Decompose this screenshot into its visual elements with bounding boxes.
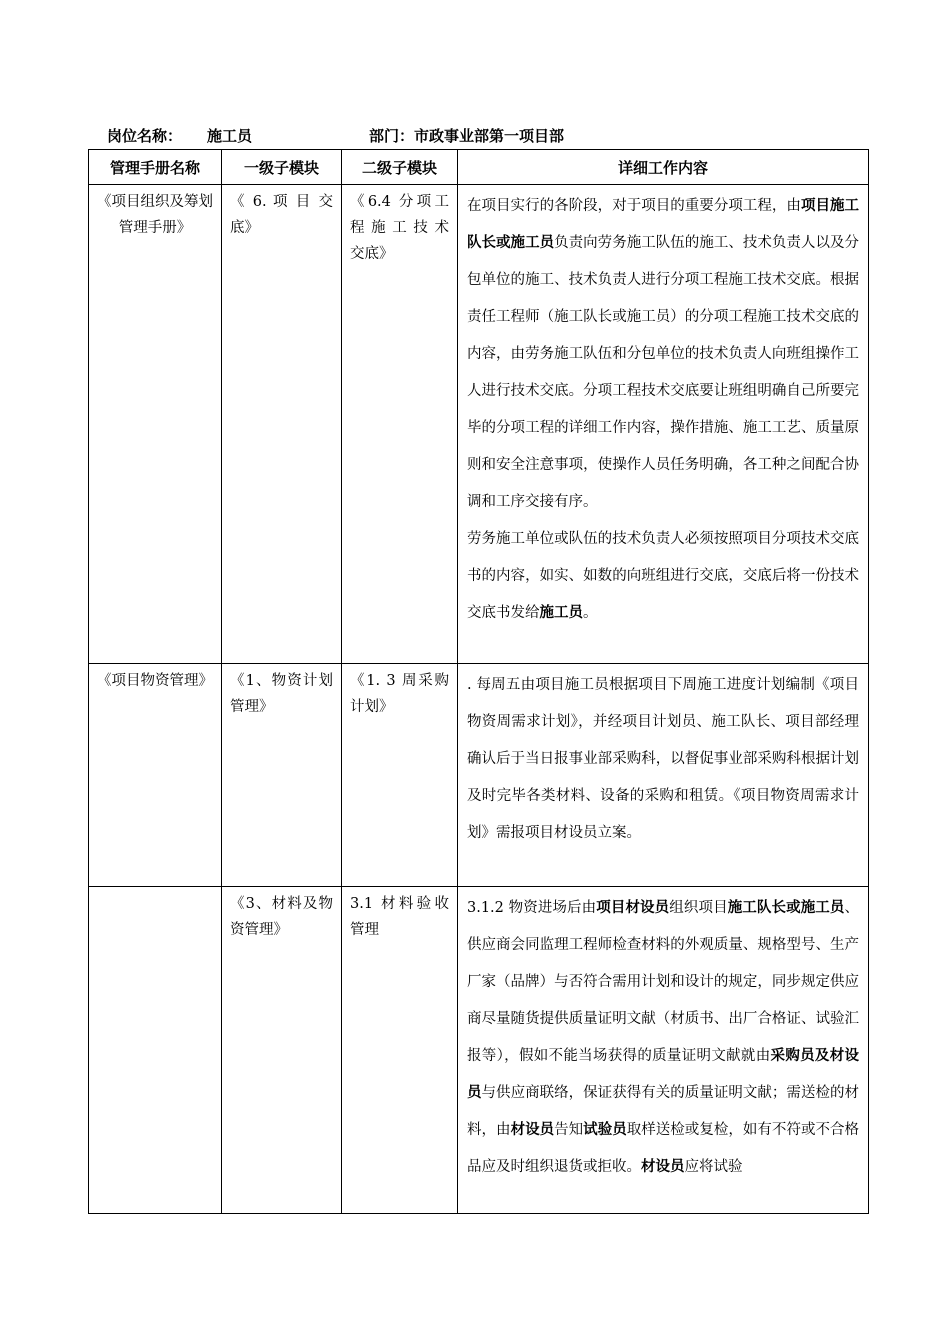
content-emphasis: 施工队长或施工员	[727, 900, 845, 916]
department-label: 部门：市政事业部第一项目部	[369, 127, 565, 145]
cell-manual	[89, 887, 222, 1214]
cell-level1: 《1、物资计划管理》	[222, 664, 342, 887]
cell-content	[458, 185, 869, 664]
column-header-content: 详细工作内容	[458, 150, 869, 185]
content-emphasis: 试验员	[583, 1122, 627, 1138]
content-text: 取样送检或复检，如有不符或不合格品应及时组织退货或拒收。	[467, 1122, 860, 1175]
page-header	[107, 125, 564, 146]
cell-level1: 《3、材料及物资管理》	[222, 887, 342, 1214]
content-text: 应将试验	[684, 1159, 743, 1175]
cell-manual: 《项目物资管理》	[89, 664, 222, 887]
cell-level1: 《 6. 项 目 交底》	[222, 185, 342, 664]
job-duty-table	[88, 149, 869, 1214]
content-emphasis: 材设员	[641, 1159, 685, 1175]
column-header-level2: 二级子模块	[342, 150, 458, 185]
content-text: 劳务施工单位或队伍的技术负责人必须按照项目分项技术交底书的内容，如实、如数的向班组进行交底，交底后将一份技术交底书发给	[467, 531, 859, 621]
content-emphasis: 项目材设员	[596, 900, 670, 916]
content-text: 告知	[554, 1122, 584, 1138]
cell-level2: 《6.4 分项工程 施 工 技 术交底》	[342, 185, 458, 664]
content-text: 负责向劳务施工队伍的施工、技术负责人以及分包单位的施工、技术负责人进行分项工程施工技术交底。根据责任工程师（施工队长或施工员）的分项工程施工技术交底的内容，由劳务施工队伍和分包单位的技术负责人向班组操作工人进行技术交底。分项工程技术交底要让班组明确自己所要完毕的分项工程的详细工作内容，操作措施、施工工艺、质量原则和安全注意事项，使操作人员任务明确，各工种之间配合协调和工序交接有序。	[467, 235, 860, 510]
content-paragraph	[467, 188, 859, 521]
content-emphasis: 采购员及材设员	[467, 1048, 860, 1101]
content-text: 。	[583, 605, 598, 621]
table-row	[89, 664, 869, 887]
cell-level2: 《1. 3 周采购计划》	[342, 664, 458, 887]
content-emphasis: 施工员	[539, 605, 583, 621]
content-text: 3.1.2 物资进场后由	[467, 900, 597, 916]
cell-content	[458, 887, 869, 1214]
content-emphasis: 材设员	[510, 1122, 555, 1138]
content-text: 组织项目	[669, 900, 728, 916]
content-text: 与供应商联络，保证获得有关的质量证明文献；需送检的材料，由	[467, 1085, 860, 1138]
table-header-row	[89, 150, 869, 185]
cell-content: . 每周五由项目施工员根据项目下周施工进度计划编制《项目物资周需求计划》，并经项目计划员、施工队长、项目部经理确认后于当日报事业部采购科，以督促事业部采购科根据计划及时完毕各类材料、设备的采购和租赁。《项目物资周需求计划》需报项目材设员立案。	[458, 664, 869, 887]
table-row	[89, 887, 869, 1214]
position-label: 岗位名称：	[107, 127, 183, 145]
content-text: 在项目实行的各阶段，对于项目的重要分项工程，由	[467, 198, 801, 214]
table-row	[89, 185, 869, 664]
content-paragraph	[467, 521, 859, 632]
content-text: 、供应商会同监理工程师检查材料的外观质量、规格型号、生产厂家（品牌）与否符合需用计划和设计的规定，同步规定供应商尽量随货提供质量证明文献（材质书、出厂合格证、试验汇报等），假如不能当场获得的质量证明文献就由	[467, 900, 860, 1064]
cell-level2: 3.1 材料验收管理	[342, 887, 458, 1214]
position-value: 施工员	[207, 127, 253, 145]
cell-manual: 《项目组织及筹划管理手册》	[89, 185, 222, 664]
content-emphasis: 项目施工队长或施工员	[467, 198, 860, 251]
column-header-manual: 管理手册名称	[89, 150, 222, 185]
column-header-level1: 一级子模块	[222, 150, 342, 185]
